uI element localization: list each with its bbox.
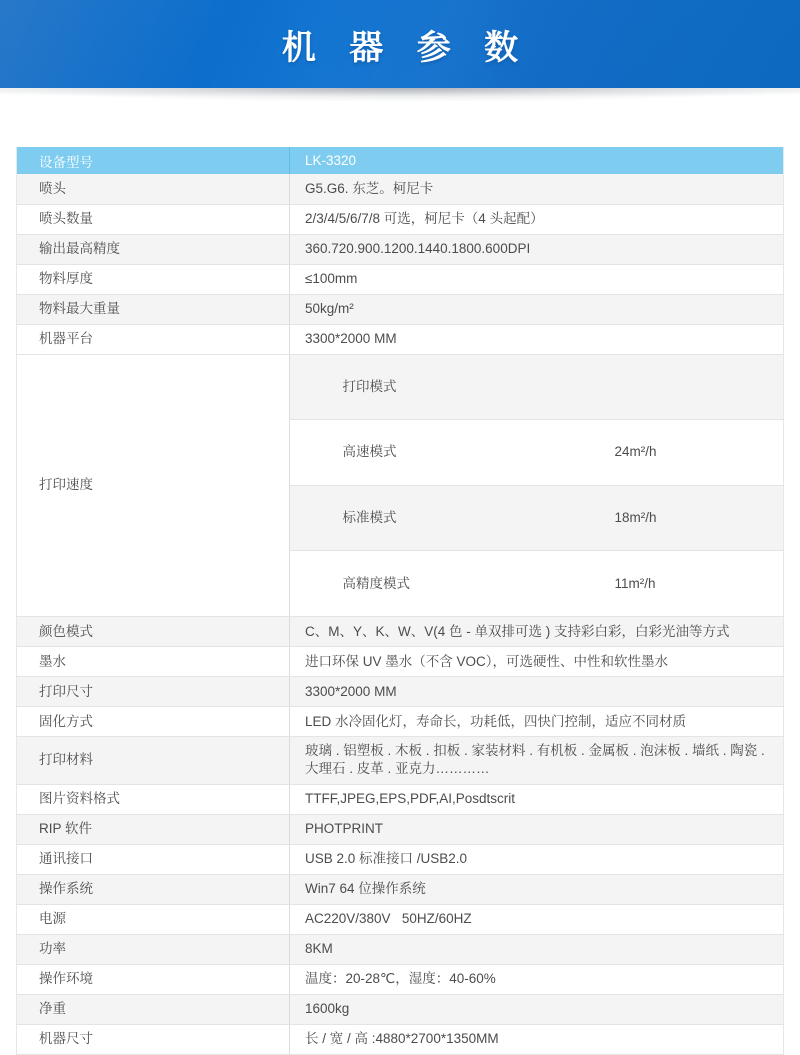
print-mode-cell — [290, 551, 784, 617]
spec-label: RIP 软件 — [17, 814, 290, 844]
spec-label: 操作环境 — [17, 964, 290, 994]
spec-label: 机器尺寸 — [17, 1024, 290, 1054]
spec-row — [17, 874, 784, 904]
spec-label: 净重 — [17, 994, 290, 1024]
spec-row — [17, 294, 784, 324]
header-banner — [0, 0, 800, 88]
spec-label: 打印尺寸 — [17, 677, 290, 707]
spec-value: USB 2.0 标准接口 /USB2.0 — [290, 844, 784, 874]
print-mode-name: 标准模式 — [342, 510, 397, 526]
print-mode-value: 11m²/h — [614, 575, 656, 591]
spec-label: 功率 — [17, 934, 290, 964]
table-header-row — [17, 147, 784, 174]
header-label-device-model: 设备型号 — [17, 147, 290, 174]
spec-label: 打印材料 — [17, 737, 290, 784]
print-mode-header-cell — [290, 354, 784, 420]
spec-value: 长 / 宽 / 高 :4880*2700*1350MM — [290, 1024, 784, 1054]
spec-label: 物料厚度 — [17, 264, 290, 294]
spec-label: 喷头数量 — [17, 204, 290, 234]
spec-value: 1600kg — [290, 994, 784, 1024]
spec-value: 8KM — [290, 934, 784, 964]
spec-value: 进口环保 UV 墨水（不含 VOC），可选硬性、中性和软性墨水 — [290, 647, 784, 677]
spec-row — [17, 707, 784, 737]
print-mode-name: 高精度模式 — [342, 575, 411, 591]
print-mode-name: 打印模式 — [342, 378, 397, 394]
print-mode-cell — [290, 485, 784, 551]
print-speed-row — [17, 354, 784, 420]
spec-label: 物料最大重量 — [17, 294, 290, 324]
spec-row — [17, 844, 784, 874]
spec-table-container — [16, 147, 784, 1055]
spec-row — [17, 204, 784, 234]
spec-value: 3300*2000 MM — [290, 677, 784, 707]
spec-row — [17, 677, 784, 707]
spec-value: Win7 64 位操作系统 — [290, 874, 784, 904]
spec-value: 2/3/4/5/6/7/8 可选，柯尼卡（4 头起配） — [290, 204, 784, 234]
spec-table — [16, 147, 784, 1055]
spec-value: ≤100mm — [290, 264, 784, 294]
spec-row — [17, 174, 784, 204]
print-mode-value: 18m²/h — [614, 510, 657, 526]
page-title: 机 器 参 数 — [281, 28, 531, 67]
spec-value: 50kg/m² — [290, 294, 784, 324]
header-value-model-number: LK-3320 — [290, 147, 784, 174]
spec-row — [17, 994, 784, 1024]
spec-row — [17, 617, 784, 647]
spec-row — [17, 964, 784, 994]
spec-label: 通讯接口 — [17, 844, 290, 874]
spec-row — [17, 784, 784, 814]
spec-label: 墨水 — [17, 647, 290, 677]
spec-label: 操作系统 — [17, 874, 290, 904]
spec-value: G5.G6. 东芝。柯尼卡 — [290, 174, 784, 204]
spec-row — [17, 234, 784, 264]
spec-row — [17, 1024, 784, 1054]
spec-row — [17, 934, 784, 964]
print-mode-cell — [290, 420, 784, 486]
spec-label: 喷头 — [17, 174, 290, 204]
spec-value: 玻璃 . 铝塑板 . 木板 . 扣板 . 家装材料 . 有机板 . 金属板 . 泡沫板 . 墙纸 . 陶瓷 . 大理石 . 皮革 . 亚克力………… — [290, 737, 784, 784]
spec-value: 360.720.900.1200.1440.1800.600DPI — [290, 234, 784, 264]
spec-value: C、M、Y、K、W、V(4 色 - 单双排可选 ) 支持彩白彩，白彩光油等方式 — [290, 617, 784, 647]
print-mode-name: 高速模式 — [342, 444, 397, 460]
spec-label: 图片资料格式 — [17, 784, 290, 814]
spec-value: 温度：20-28℃，湿度：40-60% — [290, 964, 784, 994]
spec-row — [17, 324, 784, 354]
spec-value: 3300*2000 MM — [290, 324, 784, 354]
print-mode-value: 24m²/h — [614, 444, 657, 460]
spec-value: PHOTPRINT — [290, 814, 784, 844]
spec-value: LED 水冷固化灯，寿命长，功耗低，四快门控制，适应不同材质 — [290, 707, 784, 737]
spec-label: 固化方式 — [17, 707, 290, 737]
spec-value: AC220V/380V 50HZ/60HZ — [290, 904, 784, 934]
spec-row — [17, 264, 784, 294]
spec-value: TTFF,JPEG,EPS,PDF,AI,Posdtscrit — [290, 784, 784, 814]
banner-shadow — [0, 88, 800, 110]
spec-row — [17, 904, 784, 934]
spec-row — [17, 814, 784, 844]
spec-label-print-speed: 打印速度 — [17, 354, 290, 617]
spec-label: 电源 — [17, 904, 290, 934]
spec-row — [17, 737, 784, 784]
spec-label: 颜色模式 — [17, 617, 290, 647]
spec-label: 机器平台 — [17, 324, 290, 354]
spec-label: 输出最高精度 — [17, 234, 290, 264]
spec-row — [17, 647, 784, 677]
